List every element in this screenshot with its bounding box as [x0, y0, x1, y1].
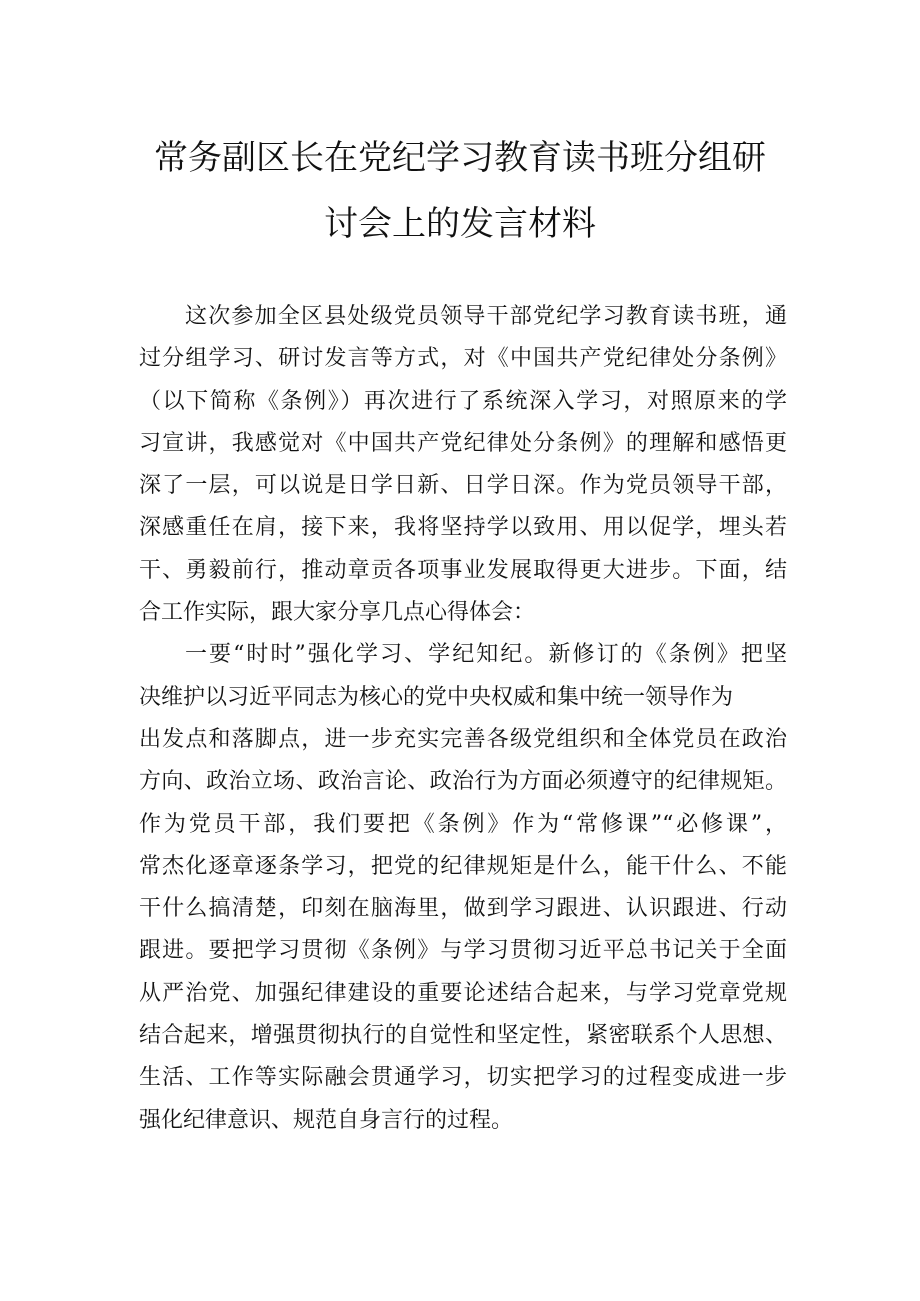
- paragraph-point-one: [139, 634, 787, 1142]
- document-title-line-1: 常务副区长在党纪学习教育读书班分组研: [154, 138, 766, 178]
- text-line: 习宣讲，我感觉对《中国共产党纪律处分条例》的理解和感悟更: [139, 430, 787, 456]
- text-line: （以下简称《条例》）再次进行了系统深入学习，对照原来的学: [139, 388, 787, 414]
- document-title-line-2: 讨会上的发言材料: [324, 204, 596, 244]
- text-line: 深了一层，可以说是日学日新、日学日深。作为党员领导干部，: [139, 473, 787, 499]
- text-line: 生活、工作等实际融会贯通学习，切实把学习的过程变成进一步: [139, 1065, 787, 1091]
- text-line: 干什么搞清楚，印刻在脑海里，做到学习跟进、认识跟进、行动: [139, 896, 787, 922]
- text-line: 出发点和落脚点，进一步充实完善各级党组织和全体党员在政治: [139, 726, 787, 752]
- text-line: 深感重任在肩，接下来，我将坚持学以致用、用以促学，埋头若: [139, 515, 787, 541]
- text-line: 这次参加全区县处级党员领导干部党纪学习教育读书班，通: [185, 304, 787, 329]
- text-line: 结合起来，增强贯彻执行的自觉性和坚定性，紧密联系个人思想、: [139, 1023, 787, 1049]
- text-line: 决维护以习近平同志为核心的党中央权威和集中统一领导作为: [139, 684, 734, 710]
- text-line: 过分组学习、研讨发言等方式，对《中国共产党纪律处分条例》: [139, 346, 787, 372]
- text-line: 作为党员干部，我们要把《条例》作为“常修课”“必修课”，: [139, 811, 787, 837]
- text-line: 从严治党、加强纪律建设的重要论述结合起来，与学习党章党规: [139, 980, 787, 1006]
- text-line: 强化纪律意识、规范自身言行的过程。: [139, 1107, 514, 1133]
- text-line: 跟进。要把学习贯彻《条例》与学习贯彻习近平总书记关于全面: [139, 938, 787, 964]
- text-line: 干、勇毅前行，推动章贡各项事业发展取得更大进步。下面，结: [139, 557, 787, 583]
- text-line: 合工作实际，跟大家分享几点心得体会：: [139, 600, 536, 626]
- text-line: 方向、政治立场、政治言论、政治行为方面必须遵守的纪律规矩。: [139, 769, 787, 795]
- document-body: [139, 296, 787, 1142]
- text-line: 常杰化逐章逐条学习，把党的纪律规矩是什么，能干什么、不能: [139, 853, 787, 879]
- text-line: 一要“时时”强化学习、学纪知纪。新修订的《条例》把坚: [185, 642, 787, 668]
- paragraph-intro: [139, 296, 787, 634]
